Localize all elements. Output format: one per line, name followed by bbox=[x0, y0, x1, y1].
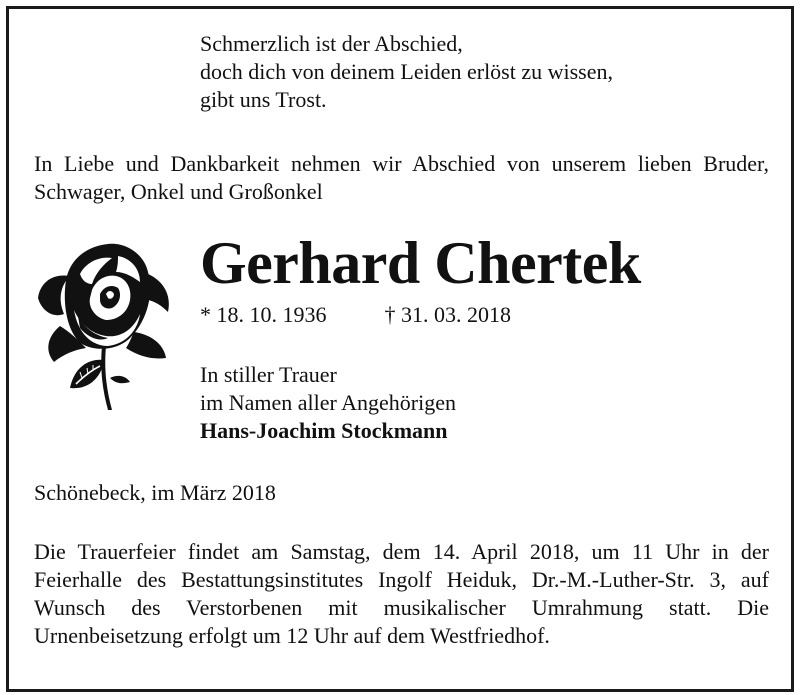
mourning-block bbox=[200, 361, 456, 445]
verse-line: Schmerzlich ist der Abschied, bbox=[200, 31, 463, 56]
verse-line: gibt uns Trost. bbox=[200, 87, 327, 112]
place-and-date: Schönebeck, im März 2018 bbox=[34, 480, 276, 505]
birth-date: * 18. 10. 1936 bbox=[200, 302, 327, 327]
verse-line: doch dich von deinem Leiden erlöst zu wissen, bbox=[200, 59, 614, 84]
rose-icon bbox=[30, 228, 175, 428]
deceased-name: Gerhard Chertek bbox=[200, 230, 641, 296]
memorial-verse bbox=[200, 30, 613, 114]
mourning-line: In stiller Trauer bbox=[200, 362, 337, 387]
signer-name: Hans-Joachim Stockmann bbox=[200, 418, 448, 443]
intro-text: In Liebe und Dankbarkeit nehmen wir Abschied von unserem lieben Bruder, Schwager, Onkel und Großonkel bbox=[34, 151, 769, 204]
death-date: † 31. 03. 2018 bbox=[384, 302, 511, 327]
funeral-details: Die Trauerfeier findet am Samstag, dem 14. April 2018, um 11 Uhr in der Feierhalle des Bestattungsinstitutes Ingolf Heiduk, Dr.-M.-Luther-Str. 3, auf Wunsch des Verstorbenen mit musikalischer Umrahmung statt. Die Urnenbeisetzung erfolgt um 12 Uhr auf dem Westfriedhof. bbox=[34, 539, 769, 648]
life-dates bbox=[200, 301, 511, 329]
mourning-line: im Namen aller Angehörigen bbox=[200, 390, 456, 415]
